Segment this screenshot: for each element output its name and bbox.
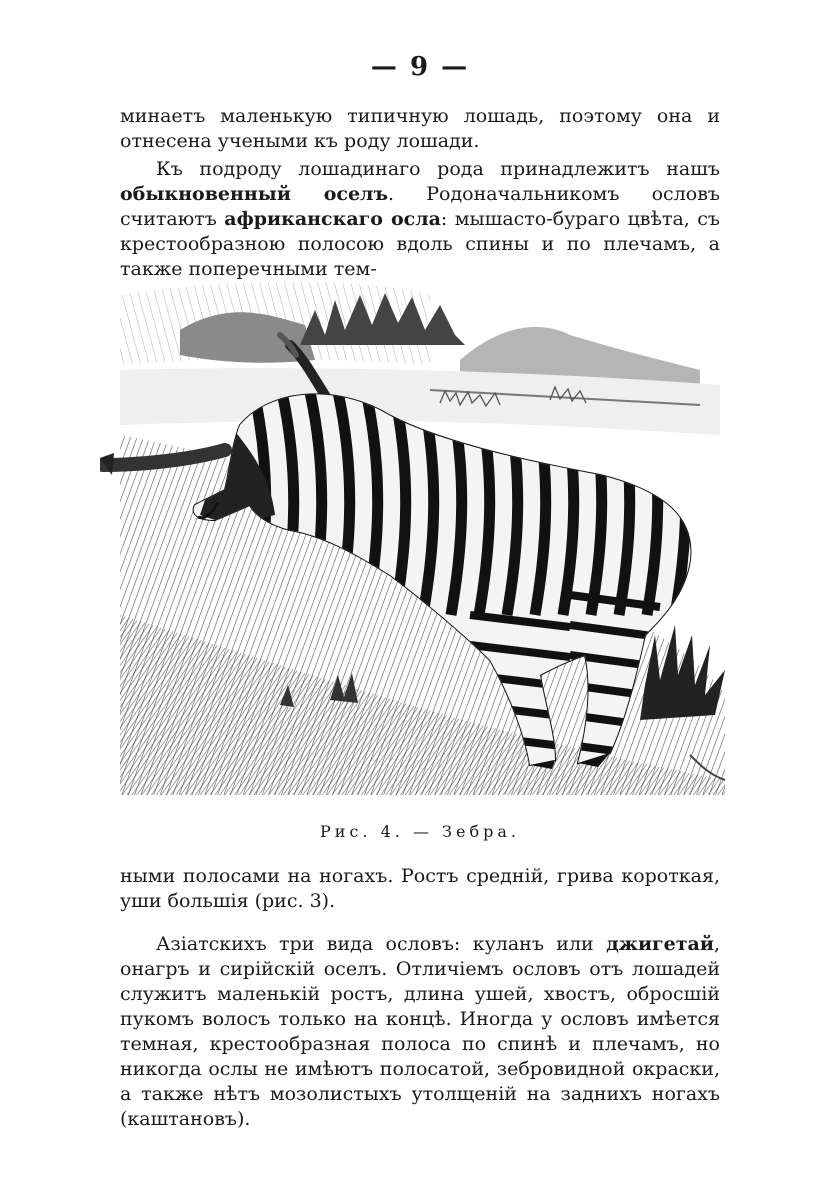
term-dzhigetai: джигетай — [606, 933, 714, 955]
paragraph-2 — [120, 157, 720, 282]
paragraph-2-text-3: : мышасто-бураго цвѣта, съ крестообразною полосою вдоль спины и по плечамъ, а также поперечными тем- — [120, 208, 720, 280]
term-common-donkey: обыкновенный оселъ — [120, 183, 389, 205]
paragraph-2-text-1: Къ подроду лошадинаго рода принадлежитъ нашъ — [156, 158, 720, 180]
zebra-illustration — [100, 275, 740, 810]
zebra-engraving — [100, 275, 740, 810]
paragraph-4-text-2: , онагръ и сирійскій оселъ. Отличіемъ ословъ отъ лошадей служитъ маленькій ростъ, длина ушей, хвостъ, обросшій пукомъ волосъ только на концѣ. Иногда у ословъ имѣется темная, крестообразная полоса по спинѣ и плечамъ, но никогда ослы не имѣютъ полосатой, зебровидной окраски, а также нѣтъ мозолистыхъ утолщеній на заднихъ ногахъ (каштановъ). — [120, 933, 720, 1130]
paragraph-1-text: минаетъ маленькую типичную лошадь, поэтому она и отнесена учеными къ роду лошади. — [120, 105, 720, 152]
term-african-donkey: африканскаго осла — [224, 208, 441, 230]
paragraph-4-text-1: Азіатскихъ три вида ословъ: куланъ или — [156, 933, 607, 955]
paragraph-1 — [120, 104, 720, 154]
paragraph-4 — [120, 932, 720, 1132]
page-number: — 9 — — [370, 52, 470, 82]
paragraph-2-text-2: . Родоначальникомъ ословъ считаютъ — [120, 183, 720, 230]
paragraph-3-text: ными полосами на ногахъ. Ростъ средній, грива короткая, уши большія (рис. 3). — [120, 865, 720, 912]
figure-caption: Рис. 4. — Зебра. — [320, 822, 520, 841]
paragraph-3 — [120, 864, 720, 914]
